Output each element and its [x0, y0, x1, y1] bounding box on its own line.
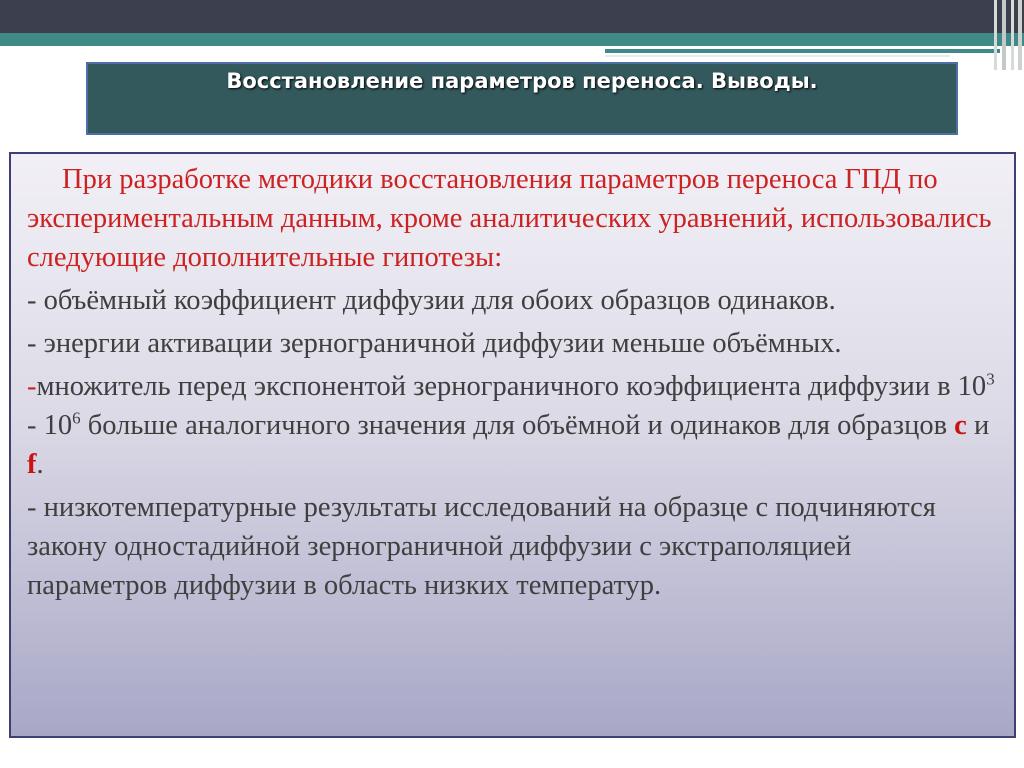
hypothesis-2: - энергии активации зернограничной диффузии меньше объёмных. [27, 328, 842, 359]
hypothesis-3-text-a: множитель перед экспонентой зернограничного коэффициента диффузии в 10 [36, 371, 987, 402]
hypothesis-3-text-end: . [36, 449, 44, 480]
decor-vertical-line [994, 0, 997, 70]
hypothesis-3-text-d: и [966, 410, 990, 441]
exponent-6: 6 [72, 408, 81, 428]
hypothesis-3-text-b: - 10 [27, 410, 73, 441]
sample-letter-c: c [954, 410, 967, 441]
bullet-dash: - [27, 371, 37, 402]
sample-letter-f: f [27, 449, 37, 480]
decor-vertical-line [1002, 0, 1006, 70]
hypothesis-3-text-c: больше аналогичного значения для объёмной и одинаков для образцов [80, 410, 955, 441]
hypothesis-4: - низкотемпературные результаты исследований на образце с подчиняются закону одностадийной зернограничной диффузии с экстраполяцией параметров диффузии в область низких температур. [27, 492, 936, 601]
teal-stripe [0, 33, 1024, 46]
top-dark-bar [0, 0, 1024, 33]
title-box [86, 62, 958, 135]
slide-title: Восстановление параметров переноса. Выводы. [226, 69, 818, 93]
teal-accent-line [605, 49, 1000, 53]
light-accent-line [605, 55, 950, 57]
exponent-3: 3 [986, 369, 995, 389]
decor-vertical-line [1018, 0, 1022, 70]
hypothesis-1: - объёмный коэффициент диффузии для обоих образцов одинаков. [27, 285, 836, 316]
intro-paragraph: При разработке методики восстановления параметров переноса ГПД по экспериментальным данным, кроме аналитических уравнений, использовались следующие дополнительные гипотезы: [27, 164, 992, 273]
hypothesis-3 [27, 367, 998, 484]
decor-vertical-line [1011, 0, 1014, 70]
content-box [9, 152, 1016, 738]
